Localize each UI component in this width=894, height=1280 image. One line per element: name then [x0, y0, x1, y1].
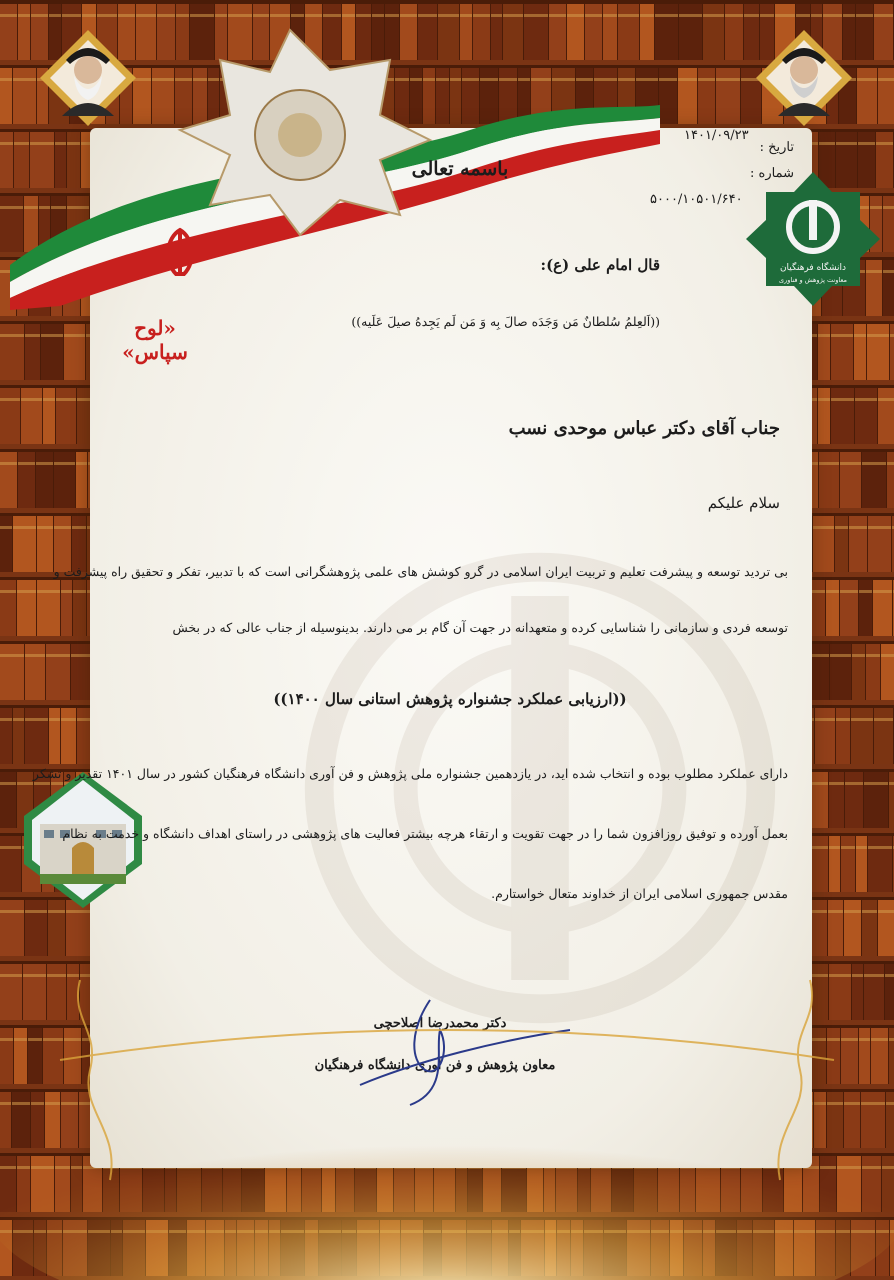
university-logo — [746, 172, 880, 306]
date-label: تاریخ : — [759, 140, 794, 155]
greeting: سلام علیکم — [707, 494, 780, 512]
body-line-2: توسعه فردی و سازمانی را شناسایی کرده و متعهدانه در جهت آن گام بر می دارند. بدینوسیله از جناب عالی که در بخش — [172, 620, 788, 635]
portrait-left — [40, 30, 136, 126]
event-title: ((ارزیابی عملکرد جشنواره پژوهش استانی سال ۱۴۰۰)) — [273, 690, 627, 708]
quote-attribution: قال امام علی (ع): — [540, 256, 660, 274]
signatory-title: معاون پژوهش و فن آوری دانشگاه فرهنگیان — [314, 1058, 556, 1073]
body-line-4: بعمل آورده و توفیق روزافزون شما را در جهت تقویت و ارتقاء هرچه بیشتر فعالیت های پژوهشی در راستای اهداف دانشگاه و خدمت به نظام — [62, 826, 788, 841]
bismillah: باسمه تعالی — [411, 158, 509, 180]
addressee: جناب آقای دکتر عباس موحدی نسب — [508, 418, 780, 439]
logo-name: دانشگاه فرهنگیان — [779, 263, 847, 273]
quote-text: ((اَلعِلمُ سُلطانٌ مَن وَجَدَه صالَ بِه وَ مَن لَم یَجِدهُ صیلَ عَلَیه)) — [351, 314, 660, 329]
body-line-3: دارای عملکرد مطلوب بوده و انتخاب شده اید، در یازدهمین جشنواره ملی پژوهش و فن آوری دانشگاه فرهنگیان کشور در سال ۱۴۰۱ تقدیر و تشکر — [32, 766, 788, 781]
handwritten-signature — [340, 990, 580, 1110]
body-line-5: مقدس جمهوری اسلامی ایران از خداوند متعال خواستارم. — [491, 886, 788, 901]
body-line-1: بی تردید توسعه و پیشرفت تعلیم و تربیت ایران اسلامی در گرو کوشش های علمی پژوهشگرانی است که با تدبیر، تفکر و تحقیق راه پیشرفت و — [53, 564, 788, 579]
portrait-right — [756, 30, 852, 126]
number-label: شماره : — [750, 166, 794, 181]
logo-subtitle: معاونت پژوهش و فناوری — [779, 276, 847, 284]
signatory-name: دکتر محمدرضا اصلاحچی — [373, 1016, 507, 1031]
date-value: ۱۴۰۱/۰۹/۲۳ — [684, 128, 749, 143]
certificate-title: «لوح سپاس» — [122, 316, 188, 364]
number-value: ۵۰۰۰/۱۰۵۰۱/۶۴۰ — [650, 192, 743, 207]
